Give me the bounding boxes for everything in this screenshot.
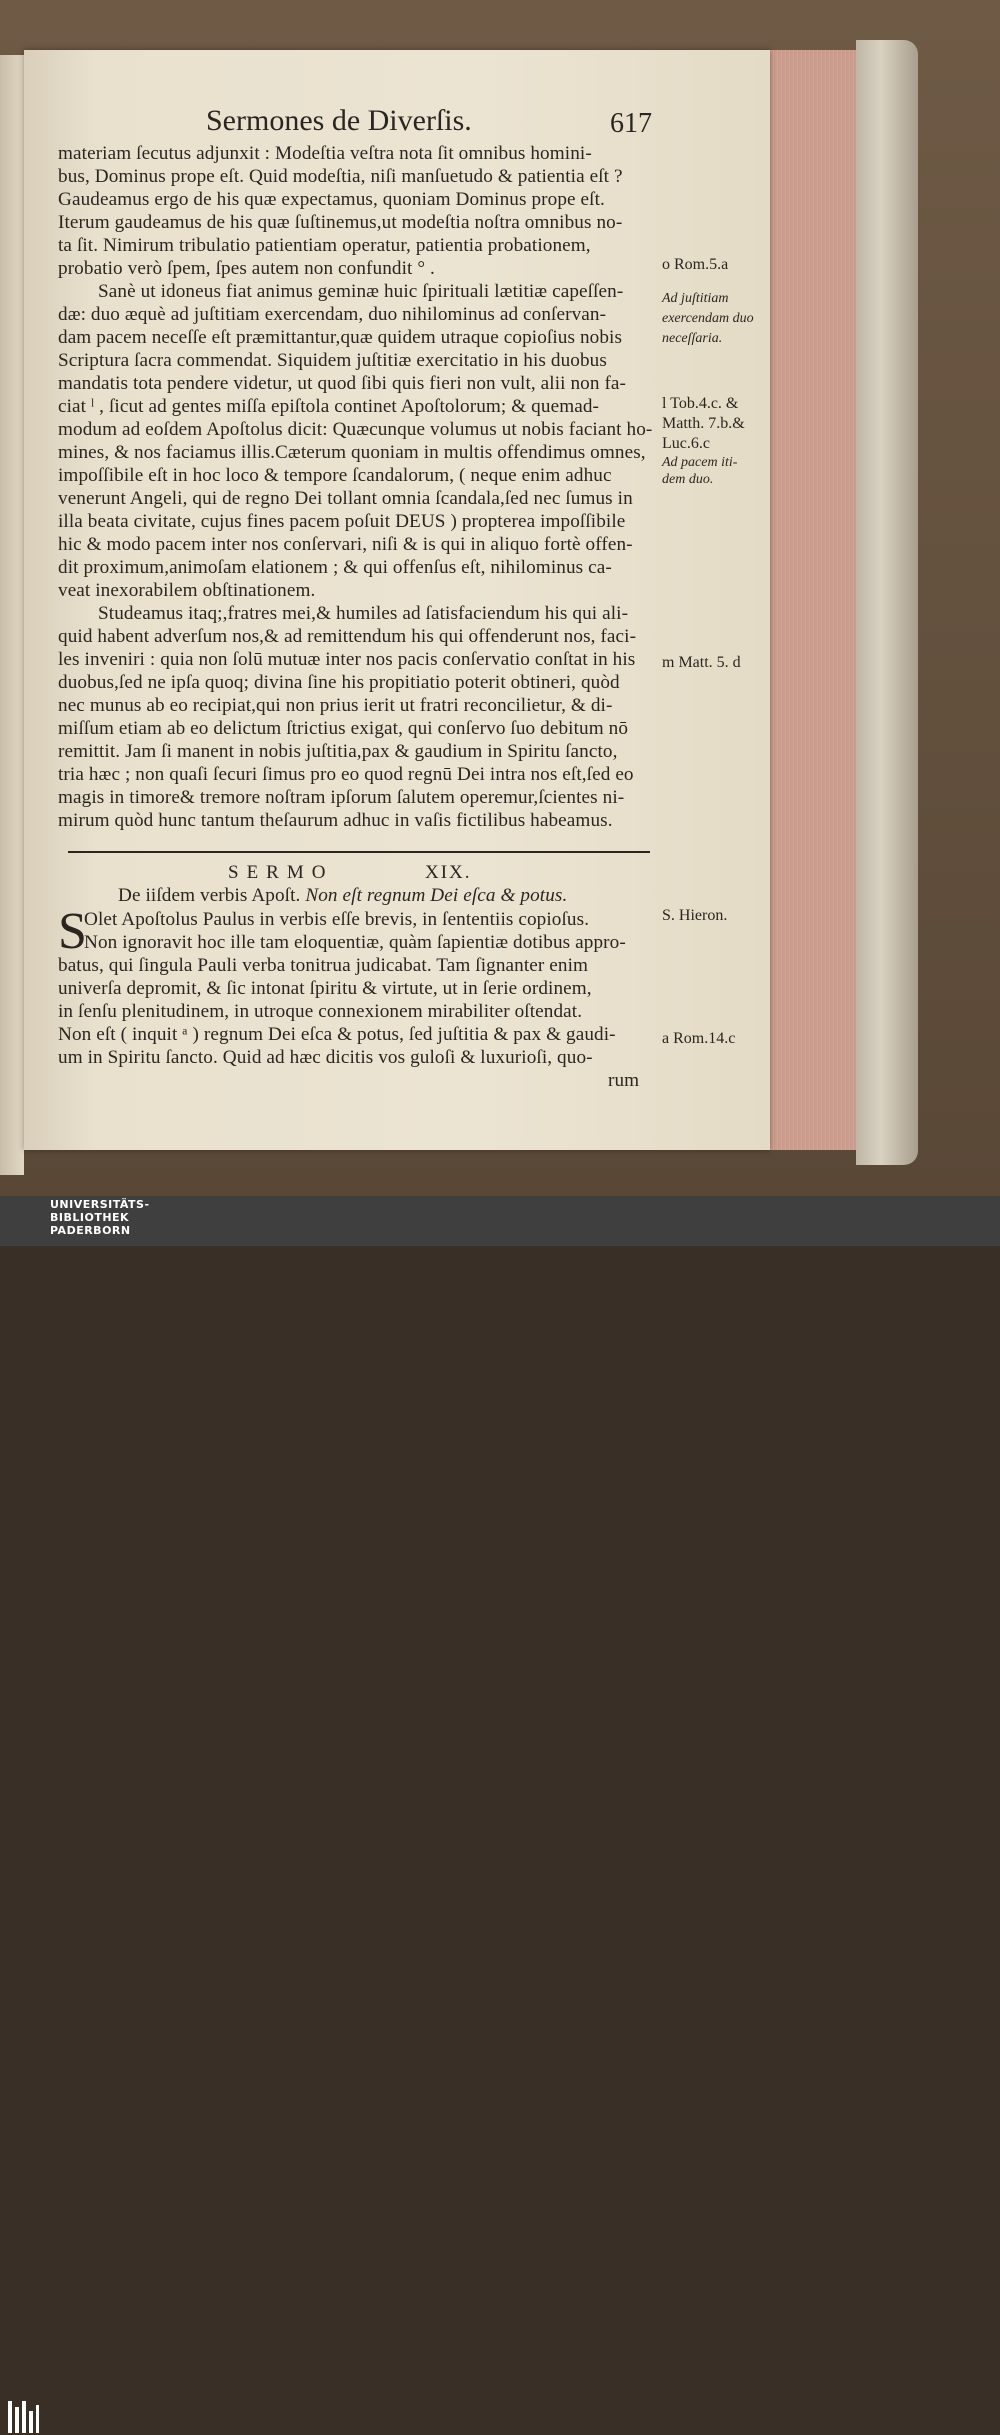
text-line: dam pacem neceſſe eſt præmittantur,quæ quidem utraque copioſius nobis	[58, 327, 623, 348]
footer-line: BIBLIOTHEK	[50, 1211, 130, 1224]
text-line: tria hæc ; non quaſi ſecuri ſimus pro eo quod regnū Dei intra nos eſt,ſed eo	[58, 764, 634, 785]
catchword: rum	[608, 1070, 640, 1091]
text-line: veat inexorabilem obſtinationem.	[58, 580, 316, 601]
text-line: probatio verò ſpem, ſpes autem non confundit ° .	[58, 258, 435, 279]
text-line: Gaudeamus ergo de his quæ expectamus, quoniam Dominus prope eſt.	[58, 189, 605, 210]
text-line: magis in timore& tremore noſtram ipſorum ſalutem operemur,ſcientes ni-	[58, 787, 625, 808]
margin-note: Luc.6.c	[662, 435, 710, 452]
page-block-edge	[768, 50, 860, 1150]
text-line: batus, qui ſingula Pauli verba tonitrua judicabat. Tam ſignanter enim	[58, 955, 589, 976]
page-number: 617	[610, 108, 652, 139]
margin-note: S. Hieron.	[662, 907, 728, 924]
book-scan	[0, 0, 1000, 1196]
text-line: bus, Dominus prope eſt. Quid modeſtia, niſi manſuetudo & patientia eſt ?	[58, 166, 623, 187]
text-line: mines, & nos faciamus illis.Cæterum quoniam in multis offendimus omnes,	[58, 442, 646, 463]
text-line: dit proximum,animoſam elationem ; & qui offenſus eſt, nihilominus ca-	[58, 557, 612, 578]
text-line: miſſum etiam ab eo delictum ſtrictius exigat, qui conſervo ſuo debitum nō	[58, 718, 629, 739]
text-line: ta ſit. Nimirum tribulatio patientiam operatur, patientia probationem,	[58, 235, 591, 256]
text-line: illa beata civitate, cujus fines pacem poſuit DEUS ) propterea impoſſibile	[58, 511, 626, 532]
text-line: mirum quòd hunc tantum theſaurum adhuc in vaſis fictilibus habeamus.	[58, 810, 613, 831]
margin-note: o Rom.5.a	[662, 256, 729, 273]
text-line: Sanè ut idoneus fiat animus geminæ huic ſpirituali lætitiæ capeſſen-	[98, 281, 624, 302]
text-line: um in Spiritu ſancto. Quid ad hæc dicitis vos guloſi & luxurioſi, quo-	[58, 1047, 593, 1068]
margin-note: l Tob.4.c. &	[662, 395, 739, 412]
margin-note: exercendam duo	[662, 311, 754, 326]
text-line: dæ: duo æquè ad juſtitiam exercendam, duo nihilominus ad conſervan-	[58, 304, 607, 325]
running-head: Sermones de Diverſis.	[206, 104, 472, 137]
facing-page-edge	[0, 55, 24, 1175]
margin-note: m Matt. 5. d	[662, 654, 741, 671]
text-line: mandatis tota pendere videtur, ut quod ſibi quis fieri non vult, alii non fa-	[58, 373, 627, 394]
book-cover-edge	[856, 40, 918, 1165]
text-line: Non ignoravit hoc ille tam eloquentiæ, quàm ſapientiæ dotibus appro-	[84, 932, 626, 953]
text-line: duobus,ſed ne ipſa quoq; divina ſine his propitiatio poterit obtineri, quòd	[58, 672, 620, 693]
text-line: Iterum gaudeamus de his quæ ſuſtinemus,ut modeſtia noſtra omnibus no-	[58, 212, 623, 233]
text-line: in ſenſu plenitudinem, in utroque connexionem mirabiliter oſtendat.	[58, 1001, 583, 1022]
sermo-subtitle-italic: Non eſt regnum Dei eſca & potus.	[305, 885, 568, 906]
text-line: ciat ˡ , ſicut ad gentes miſſa epiſtola continet Apoſtolorum; & quemad-	[58, 396, 600, 417]
text-line: venerunt Angeli, qui de regno Dei tollant omnia ſcandala,ſed nec ſumus in	[58, 488, 633, 509]
margin-note: Ad juſtitiam	[662, 291, 729, 306]
footer-line: PADERBORN	[50, 1224, 131, 1237]
text-line: Olet Apoſtolus Paulus in verbis eſſe brevis, in ſententiis copioſus.	[84, 909, 590, 930]
library-footer	[0, 1196, 1000, 1246]
text-line: materiam ſecutus adjunxit : Modeſtia veſtra nota ſit omnibus homini-	[58, 143, 592, 164]
sermo-subtitle-roman: De iiſdem verbis Apoſt.	[118, 885, 301, 906]
sermo-number: XIX.	[425, 862, 472, 883]
text-line: quid habent adverſum nos,& ad remittendum his qui offenderunt nos, faci-	[58, 626, 637, 647]
sermo-heading: SERMO	[228, 862, 334, 883]
library-logo-icon	[6, 2399, 40, 2435]
margin-note: neceſſaria.	[662, 331, 723, 346]
drop-capital: S	[58, 903, 87, 960]
text-line: Scriptura ſacra commendat. Siquidem juſtitiæ exercitatio in his duobus	[58, 350, 607, 371]
margin-note: Ad pacem iti-	[662, 455, 738, 470]
text-line: remittit. Jam ſi manent in nobis juſtitia,pax & gaudium in Spiritu ſancto,	[58, 741, 618, 762]
text-line: modum ad eoſdem Apoſtolus dicit: Quæcunque volumus ut nobis faciant ho-	[58, 419, 653, 440]
text-line: les inveniri : quia non ſolū mutuæ inter nos pacis conſervatio conſtat in his	[58, 649, 636, 670]
text-line: hic & modo pacem inter nos conſervari, niſi & is qui in aliquo fortè offen-	[58, 534, 633, 555]
text-line: Non eſt ( inquit ᵃ ) regnum Dei eſca & potus, ſed juſtitia & pax & gaudi-	[58, 1024, 616, 1045]
footer-line: UNIVERSITÄTS-	[50, 1198, 150, 1211]
text-line: nec munus ab eo recipiat,qui non prius ierit ut fratri reconcilietur, & di-	[58, 695, 613, 716]
text-line: impoſſibile eſt in hoc loco & tempore ſcandalorum, ( neque enim adhuc	[58, 465, 612, 486]
margin-note: dem duo.	[662, 472, 714, 487]
text-line: univerſa depromit, & ſic intonat ſpiritu & virtute, ut in ſerie ordinem,	[58, 978, 592, 999]
text-line: Studeamus itaq;,fratres mei,& humiles ad ſatisfaciendum his qui ali-	[98, 603, 629, 624]
margin-note: Matth. 7.b.&	[662, 415, 745, 432]
section-divider	[68, 851, 650, 853]
sermo-subtitle	[118, 885, 648, 907]
margin-note: a Rom.14.c	[662, 1030, 736, 1047]
